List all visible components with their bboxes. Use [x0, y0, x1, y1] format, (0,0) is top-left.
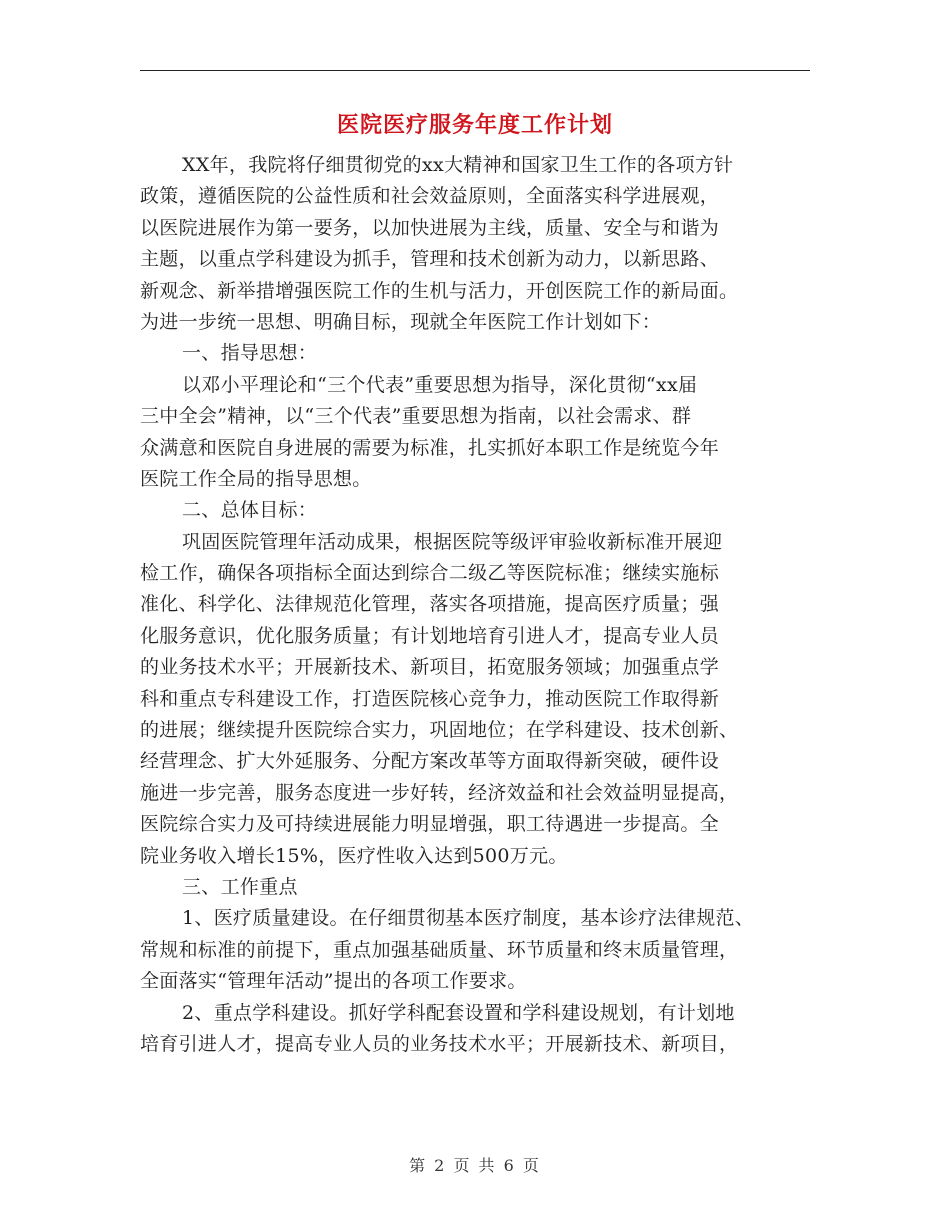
body-line: 经营理念、扩大外延服务、分配方案改革等方面取得新突破，硬件设: [140, 750, 720, 773]
body-line: 政策，遵循医院的公益性质和社会效益原则，全面落实科学进展观，: [140, 185, 720, 208]
body-line: 医院工作全局的指导思想。: [140, 467, 372, 490]
body-line: 二、总体目标：: [182, 499, 318, 522]
body-line: 以医院进展作为第一要务，以加快进展为主线，质量、安全与和谐为: [140, 216, 720, 239]
body-line: 的进展；继续提升医院综合实力，巩固地位；在学科建设、技术创新、: [140, 719, 739, 742]
body-line: 院业务收入增长15%，医疗性收入达到500万元。: [140, 844, 568, 867]
body-line: XX年，我院将仔细贯彻党的xx大精神和国家卫生工作的各项方针: [182, 154, 734, 176]
body-line: 众满意和医院自身进展的需要为标准，扎实抓好本职工作是统览今年: [140, 436, 720, 459]
document-title: 医院医疗服务年度工作计划: [336, 113, 613, 138]
body-line: 2、重点学科建设。抓好学科配套设置和学科建设规划，有计划地: [182, 1001, 735, 1024]
body-line: 以邓小平理论和“三个代表”重要思想为指导，深化贯彻“xx届: [182, 373, 698, 396]
body-line: 三、工作重点: [182, 875, 298, 898]
page-footer: 第 2 页 共 6 页: [409, 1156, 541, 1175]
body-line: 检工作，确保各项指标全面达到综合二级乙等医院标准；继续实施标: [140, 562, 720, 585]
body-line: 巩固医院管理年活动成果，根据医院等级评审验收新标准开展迎: [182, 530, 723, 553]
body-line: 全面落实“管理年活动”提出的各项工作要求。: [140, 970, 527, 993]
body-line: 三中全会”精神，以“三个代表”重要思想为指南，以社会需求、群: [140, 405, 692, 428]
body-line: 1、医疗质量建设。在仔细贯彻基本医疗制度，基本诊疗法律规范、: [182, 907, 755, 930]
body-line: 常规和标准的前提下，重点加强基础质量、环节质量和终末质量管理，: [140, 938, 739, 961]
body-line: 主题，以重点学科建设为抓手，管理和技术创新为动力，以新思路、: [140, 248, 720, 271]
body-line: 培育引进人才，提高专业人员的业务技术水平；开展新技术、新项目，: [140, 1032, 739, 1055]
body-line: 一、指导思想：: [182, 342, 318, 365]
body-line: 施进一步完善，服务态度进一步好转，经济效益和社会效益明显提高，: [140, 781, 739, 804]
document-body: [140, 150, 812, 1060]
header-rule: [140, 70, 810, 71]
body-line: 为进一步统一思想、明确目标，现就全年医院工作计划如下：: [140, 310, 662, 333]
body-line: 化服务意识，优化服务质量；有计划地培育引进人才，提高专业人员: [140, 624, 720, 647]
body-line: 科和重点专科建设工作，打造医院核心竞争力，推动医院工作取得新: [140, 687, 720, 710]
body-line: 新观念、新举措增强医院工作的生机与活力，开创医院工作的新局面。: [140, 279, 739, 302]
body-line: 的业务技术水平；开展新技术、新项目，拓宽服务领域；加强重点学: [140, 656, 720, 679]
body-line: 医院综合实力及可持续进展能力明显增强，职工待遇进一步提高。全: [140, 813, 720, 836]
body-line: 准化、科学化、法律规范化管理，落实各项措施，提高医疗质量；强: [140, 593, 720, 616]
